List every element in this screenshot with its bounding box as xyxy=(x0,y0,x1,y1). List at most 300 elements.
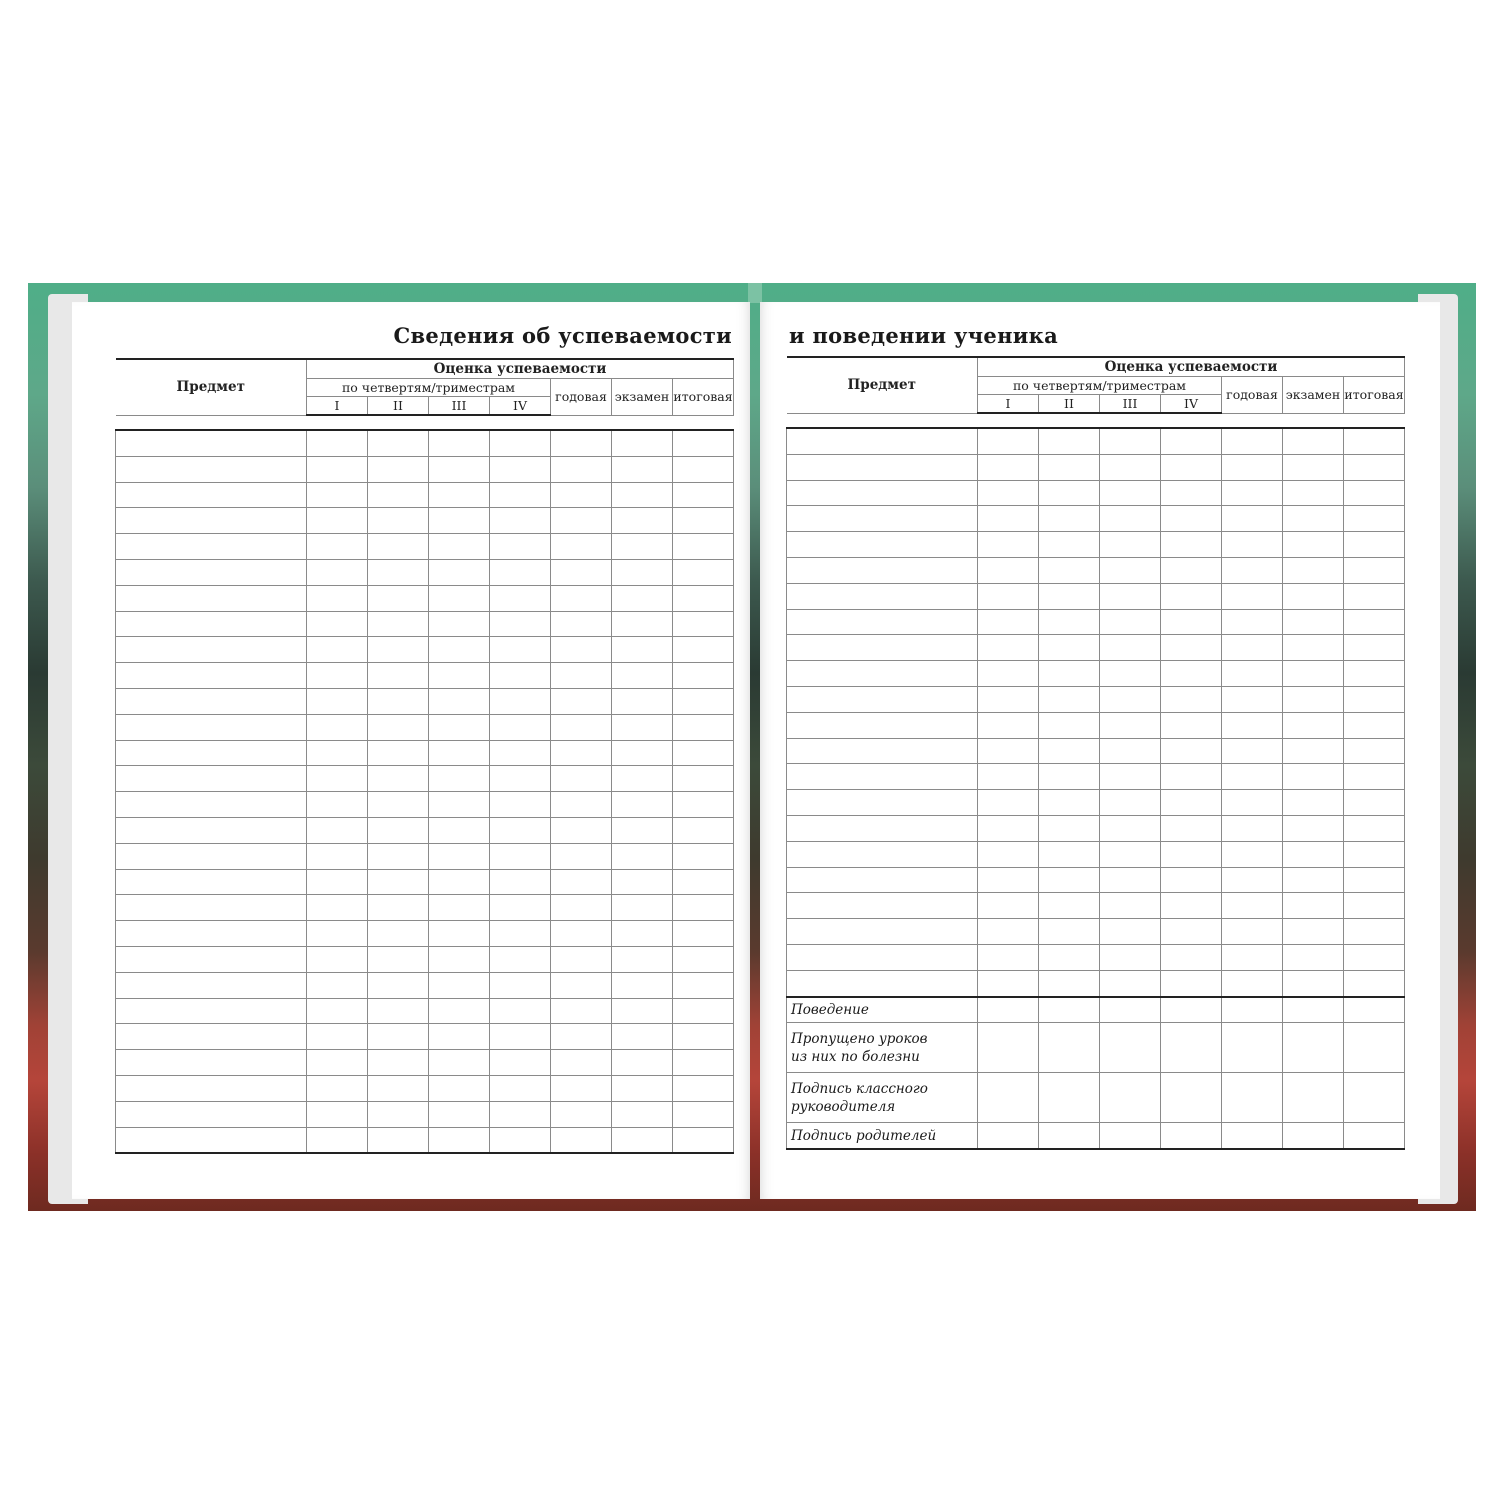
grade-cell[interactable] xyxy=(673,792,734,818)
grade-cell[interactable] xyxy=(978,944,1039,970)
grade-cell[interactable] xyxy=(978,454,1039,480)
subject-cell[interactable] xyxy=(116,792,307,818)
grade-cell[interactable] xyxy=(1283,557,1344,583)
grade-cell[interactable] xyxy=(1222,454,1283,480)
grade-cell[interactable] xyxy=(612,921,673,947)
grade-cell[interactable] xyxy=(307,921,368,947)
grade-cell[interactable] xyxy=(368,482,429,508)
grade-cell[interactable] xyxy=(612,534,673,560)
grade-cell[interactable] xyxy=(978,997,1039,1023)
grade-cell[interactable] xyxy=(978,661,1039,687)
grade-cell[interactable] xyxy=(368,1101,429,1127)
grade-cell[interactable] xyxy=(368,843,429,869)
grade-cell[interactable] xyxy=(1100,1023,1161,1073)
grade-cell[interactable] xyxy=(1039,506,1100,532)
grade-cell[interactable] xyxy=(490,1127,551,1153)
grade-cell[interactable] xyxy=(673,1127,734,1153)
grade-cell[interactable] xyxy=(1100,686,1161,712)
subject-cell[interactable] xyxy=(116,1050,307,1076)
grade-cell[interactable] xyxy=(1344,583,1405,609)
grade-cell[interactable] xyxy=(1222,583,1283,609)
grade-cell[interactable] xyxy=(612,714,673,740)
grade-cell[interactable] xyxy=(1283,764,1344,790)
subject-cell[interactable] xyxy=(116,843,307,869)
grade-cell[interactable] xyxy=(1344,841,1405,867)
grade-cell[interactable] xyxy=(1039,712,1100,738)
grade-cell[interactable] xyxy=(673,895,734,921)
grade-cell[interactable] xyxy=(978,686,1039,712)
grade-cell[interactable] xyxy=(612,611,673,637)
grade-cell[interactable] xyxy=(368,817,429,843)
subject-cell[interactable] xyxy=(116,817,307,843)
grade-cell[interactable] xyxy=(1039,893,1100,919)
grade-cell[interactable] xyxy=(551,534,612,560)
subject-cell[interactable] xyxy=(116,611,307,637)
grade-cell[interactable] xyxy=(978,583,1039,609)
grade-cell[interactable] xyxy=(1039,583,1100,609)
grade-cell[interactable] xyxy=(1100,609,1161,635)
grade-cell[interactable] xyxy=(1344,790,1405,816)
grade-cell[interactable] xyxy=(429,843,490,869)
grade-cell[interactable] xyxy=(1283,1023,1344,1073)
grade-cell[interactable] xyxy=(978,712,1039,738)
grade-cell[interactable] xyxy=(1039,944,1100,970)
grade-cell[interactable] xyxy=(673,1075,734,1101)
subject-cell[interactable] xyxy=(787,686,978,712)
grade-cell[interactable] xyxy=(1100,867,1161,893)
grade-cell[interactable] xyxy=(612,817,673,843)
grade-cell[interactable] xyxy=(490,869,551,895)
grade-cell[interactable] xyxy=(1344,635,1405,661)
grade-cell[interactable] xyxy=(1344,480,1405,506)
grade-cell[interactable] xyxy=(1161,635,1222,661)
grade-cell[interactable] xyxy=(429,895,490,921)
subject-cell[interactable] xyxy=(116,585,307,611)
grade-cell[interactable] xyxy=(673,714,734,740)
subject-cell[interactable] xyxy=(787,815,978,841)
grade-cell[interactable] xyxy=(673,843,734,869)
grade-cell[interactable] xyxy=(1100,919,1161,945)
grade-cell[interactable] xyxy=(612,869,673,895)
grade-cell[interactable] xyxy=(1161,506,1222,532)
grade-cell[interactable] xyxy=(1100,506,1161,532)
grade-cell[interactable] xyxy=(1283,944,1344,970)
grade-cell[interactable] xyxy=(429,766,490,792)
grade-cell[interactable] xyxy=(1039,790,1100,816)
grade-cell[interactable] xyxy=(612,998,673,1024)
grade-cell[interactable] xyxy=(368,998,429,1024)
grade-cell[interactable] xyxy=(368,869,429,895)
grade-cell[interactable] xyxy=(1039,661,1100,687)
grade-cell[interactable] xyxy=(1161,738,1222,764)
grade-cell[interactable] xyxy=(1161,583,1222,609)
grade-cell[interactable] xyxy=(1344,997,1405,1023)
grade-cell[interactable] xyxy=(1283,815,1344,841)
grade-cell[interactable] xyxy=(1039,738,1100,764)
grade-cell[interactable] xyxy=(429,482,490,508)
grade-cell[interactable] xyxy=(1344,1023,1405,1073)
grade-cell[interactable] xyxy=(1344,661,1405,687)
grade-cell[interactable] xyxy=(1161,841,1222,867)
grade-cell[interactable] xyxy=(978,790,1039,816)
grade-cell[interactable] xyxy=(978,764,1039,790)
grade-cell[interactable] xyxy=(551,1127,612,1153)
grade-cell[interactable] xyxy=(1100,1073,1161,1123)
grade-cell[interactable] xyxy=(1344,557,1405,583)
subject-cell[interactable] xyxy=(787,841,978,867)
grade-cell[interactable] xyxy=(1039,1073,1100,1123)
grade-cell[interactable] xyxy=(1222,867,1283,893)
grade-cell[interactable] xyxy=(1222,686,1283,712)
grade-cell[interactable] xyxy=(551,998,612,1024)
grade-cell[interactable] xyxy=(368,1050,429,1076)
grade-cell[interactable] xyxy=(1283,686,1344,712)
grade-cell[interactable] xyxy=(1222,506,1283,532)
grade-cell[interactable] xyxy=(551,456,612,482)
grade-cell[interactable] xyxy=(368,1024,429,1050)
grade-cell[interactable] xyxy=(368,430,429,456)
grade-cell[interactable] xyxy=(978,815,1039,841)
grade-cell[interactable] xyxy=(1161,1123,1222,1149)
grade-cell[interactable] xyxy=(1222,557,1283,583)
grade-cell[interactable] xyxy=(429,1075,490,1101)
grade-cell[interactable] xyxy=(490,611,551,637)
grade-cell[interactable] xyxy=(1161,557,1222,583)
grade-cell[interactable] xyxy=(612,1101,673,1127)
grade-cell[interactable] xyxy=(612,946,673,972)
subject-cell[interactable] xyxy=(787,428,978,454)
grade-cell[interactable] xyxy=(1161,997,1222,1023)
grade-cell[interactable] xyxy=(490,663,551,689)
grade-cell[interactable] xyxy=(1222,1023,1283,1073)
grade-cell[interactable] xyxy=(368,921,429,947)
grade-cell[interactable] xyxy=(1222,815,1283,841)
grade-cell[interactable] xyxy=(673,508,734,534)
grade-cell[interactable] xyxy=(673,663,734,689)
grade-cell[interactable] xyxy=(429,637,490,663)
grade-cell[interactable] xyxy=(1100,661,1161,687)
grade-cell[interactable] xyxy=(307,611,368,637)
grade-cell[interactable] xyxy=(1344,815,1405,841)
grade-cell[interactable] xyxy=(429,972,490,998)
grade-cell[interactable] xyxy=(551,559,612,585)
grade-cell[interactable] xyxy=(978,635,1039,661)
grade-cell[interactable] xyxy=(1283,480,1344,506)
grade-cell[interactable] xyxy=(1161,532,1222,558)
grade-cell[interactable] xyxy=(612,482,673,508)
grade-cell[interactable] xyxy=(1222,841,1283,867)
grade-cell[interactable] xyxy=(1161,609,1222,635)
grade-cell[interactable] xyxy=(551,637,612,663)
subject-cell[interactable] xyxy=(116,766,307,792)
grade-cell[interactable] xyxy=(1100,480,1161,506)
grade-cell[interactable] xyxy=(1161,970,1222,996)
grade-cell[interactable] xyxy=(978,480,1039,506)
grade-cell[interactable] xyxy=(307,688,368,714)
grade-cell[interactable] xyxy=(490,637,551,663)
grade-cell[interactable] xyxy=(368,585,429,611)
grade-cell[interactable] xyxy=(429,508,490,534)
grade-cell[interactable] xyxy=(1039,970,1100,996)
subject-cell[interactable] xyxy=(116,921,307,947)
grade-cell[interactable] xyxy=(1222,919,1283,945)
subject-cell[interactable] xyxy=(787,609,978,635)
grade-cell[interactable] xyxy=(1039,1023,1100,1073)
grade-cell[interactable] xyxy=(368,740,429,766)
grade-cell[interactable] xyxy=(490,585,551,611)
grade-cell[interactable] xyxy=(1161,919,1222,945)
grade-cell[interactable] xyxy=(307,456,368,482)
subject-cell[interactable] xyxy=(116,663,307,689)
grade-cell[interactable] xyxy=(978,557,1039,583)
grade-cell[interactable] xyxy=(551,430,612,456)
grade-cell[interactable] xyxy=(612,766,673,792)
grade-cell[interactable] xyxy=(1283,712,1344,738)
subject-cell[interactable] xyxy=(116,482,307,508)
grade-cell[interactable] xyxy=(612,895,673,921)
grade-cell[interactable] xyxy=(1039,428,1100,454)
grade-cell[interactable] xyxy=(307,534,368,560)
grade-cell[interactable] xyxy=(1039,841,1100,867)
grade-cell[interactable] xyxy=(1222,532,1283,558)
grade-cell[interactable] xyxy=(368,534,429,560)
grade-cell[interactable] xyxy=(551,792,612,818)
grade-cell[interactable] xyxy=(1161,815,1222,841)
grade-cell[interactable] xyxy=(551,946,612,972)
grade-cell[interactable] xyxy=(673,688,734,714)
grade-cell[interactable] xyxy=(1161,428,1222,454)
grade-cell[interactable] xyxy=(490,430,551,456)
grade-cell[interactable] xyxy=(1039,557,1100,583)
grade-cell[interactable] xyxy=(673,611,734,637)
grade-cell[interactable] xyxy=(1100,1123,1161,1149)
grade-cell[interactable] xyxy=(490,998,551,1024)
grade-cell[interactable] xyxy=(1161,712,1222,738)
grade-cell[interactable] xyxy=(307,895,368,921)
grade-cell[interactable] xyxy=(551,843,612,869)
grade-cell[interactable] xyxy=(1283,919,1344,945)
grade-cell[interactable] xyxy=(1283,970,1344,996)
grade-cell[interactable] xyxy=(673,1101,734,1127)
grade-cell[interactable] xyxy=(612,688,673,714)
grade-cell[interactable] xyxy=(307,869,368,895)
subject-cell[interactable] xyxy=(116,998,307,1024)
grade-cell[interactable] xyxy=(1100,583,1161,609)
grade-cell[interactable] xyxy=(429,817,490,843)
grade-cell[interactable] xyxy=(551,869,612,895)
grade-cell[interactable] xyxy=(307,637,368,663)
grade-cell[interactable] xyxy=(612,843,673,869)
grade-cell[interactable] xyxy=(368,663,429,689)
grade-cell[interactable] xyxy=(368,456,429,482)
subject-cell[interactable] xyxy=(787,919,978,945)
grade-cell[interactable] xyxy=(551,1101,612,1127)
grade-cell[interactable] xyxy=(673,456,734,482)
grade-cell[interactable] xyxy=(429,688,490,714)
grade-cell[interactable] xyxy=(1222,970,1283,996)
grade-cell[interactable] xyxy=(368,946,429,972)
grade-cell[interactable] xyxy=(1161,944,1222,970)
grade-cell[interactable] xyxy=(1100,841,1161,867)
grade-cell[interactable] xyxy=(551,482,612,508)
grade-cell[interactable] xyxy=(1283,893,1344,919)
grade-cell[interactable] xyxy=(307,1101,368,1127)
grade-cell[interactable] xyxy=(978,841,1039,867)
grade-cell[interactable] xyxy=(429,1024,490,1050)
grade-cell[interactable] xyxy=(1161,893,1222,919)
subject-cell[interactable] xyxy=(116,895,307,921)
grade-cell[interactable] xyxy=(1344,764,1405,790)
grade-cell[interactable] xyxy=(1222,428,1283,454)
subject-cell[interactable] xyxy=(787,738,978,764)
subject-cell[interactable] xyxy=(787,635,978,661)
grade-cell[interactable] xyxy=(673,817,734,843)
grade-cell[interactable] xyxy=(551,688,612,714)
grade-cell[interactable] xyxy=(978,738,1039,764)
subject-cell[interactable] xyxy=(787,506,978,532)
grade-cell[interactable] xyxy=(551,921,612,947)
grade-cell[interactable] xyxy=(978,609,1039,635)
grade-cell[interactable] xyxy=(490,972,551,998)
grade-cell[interactable] xyxy=(429,430,490,456)
grade-cell[interactable] xyxy=(612,585,673,611)
grade-cell[interactable] xyxy=(612,1127,673,1153)
subject-cell[interactable] xyxy=(116,1024,307,1050)
grade-cell[interactable] xyxy=(307,663,368,689)
grade-cell[interactable] xyxy=(1161,1023,1222,1073)
grade-cell[interactable] xyxy=(978,506,1039,532)
grade-cell[interactable] xyxy=(368,637,429,663)
grade-cell[interactable] xyxy=(1222,997,1283,1023)
grade-cell[interactable] xyxy=(1222,712,1283,738)
subject-cell[interactable] xyxy=(116,430,307,456)
grade-cell[interactable] xyxy=(307,1127,368,1153)
grade-cell[interactable] xyxy=(429,456,490,482)
grade-cell[interactable] xyxy=(490,534,551,560)
grade-cell[interactable] xyxy=(1039,815,1100,841)
grade-cell[interactable] xyxy=(612,508,673,534)
grade-cell[interactable] xyxy=(978,1123,1039,1149)
grade-cell[interactable] xyxy=(1344,1123,1405,1149)
grade-cell[interactable] xyxy=(551,1075,612,1101)
grade-cell[interactable] xyxy=(978,1073,1039,1123)
grade-cell[interactable] xyxy=(307,946,368,972)
grade-cell[interactable] xyxy=(551,714,612,740)
grade-cell[interactable] xyxy=(368,688,429,714)
grade-cell[interactable] xyxy=(612,792,673,818)
grade-cell[interactable] xyxy=(612,430,673,456)
grade-cell[interactable] xyxy=(429,740,490,766)
grade-cell[interactable] xyxy=(1039,635,1100,661)
grade-cell[interactable] xyxy=(1344,532,1405,558)
grade-cell[interactable] xyxy=(1344,970,1405,996)
grade-cell[interactable] xyxy=(1344,506,1405,532)
grade-cell[interactable] xyxy=(490,921,551,947)
grade-cell[interactable] xyxy=(490,688,551,714)
grade-cell[interactable] xyxy=(368,508,429,534)
grade-cell[interactable] xyxy=(368,895,429,921)
grade-cell[interactable] xyxy=(1100,428,1161,454)
grade-cell[interactable] xyxy=(307,430,368,456)
grade-cell[interactable] xyxy=(978,532,1039,558)
grade-cell[interactable] xyxy=(673,1050,734,1076)
grade-cell[interactable] xyxy=(1039,764,1100,790)
grade-cell[interactable] xyxy=(368,714,429,740)
subject-cell[interactable] xyxy=(787,790,978,816)
grade-cell[interactable] xyxy=(612,1024,673,1050)
grade-cell[interactable] xyxy=(1222,480,1283,506)
grade-cell[interactable] xyxy=(612,663,673,689)
grade-cell[interactable] xyxy=(673,430,734,456)
grade-cell[interactable] xyxy=(673,534,734,560)
grade-cell[interactable] xyxy=(1222,609,1283,635)
grade-cell[interactable] xyxy=(1161,1073,1222,1123)
grade-cell[interactable] xyxy=(1039,454,1100,480)
grade-cell[interactable] xyxy=(673,740,734,766)
grade-cell[interactable] xyxy=(429,946,490,972)
grade-cell[interactable] xyxy=(978,1023,1039,1073)
grade-cell[interactable] xyxy=(307,843,368,869)
grade-cell[interactable] xyxy=(307,817,368,843)
grade-cell[interactable] xyxy=(673,869,734,895)
grade-cell[interactable] xyxy=(490,740,551,766)
subject-cell[interactable] xyxy=(116,559,307,585)
grade-cell[interactable] xyxy=(1161,686,1222,712)
grade-cell[interactable] xyxy=(368,611,429,637)
grade-cell[interactable] xyxy=(612,740,673,766)
grade-cell[interactable] xyxy=(551,508,612,534)
grade-cell[interactable] xyxy=(1039,686,1100,712)
grade-cell[interactable] xyxy=(1344,712,1405,738)
grade-cell[interactable] xyxy=(490,843,551,869)
grade-cell[interactable] xyxy=(307,998,368,1024)
grade-cell[interactable] xyxy=(1161,480,1222,506)
grade-cell[interactable] xyxy=(1344,428,1405,454)
grade-cell[interactable] xyxy=(429,869,490,895)
subject-cell[interactable] xyxy=(787,712,978,738)
grade-cell[interactable] xyxy=(978,893,1039,919)
grade-cell[interactable] xyxy=(1100,790,1161,816)
grade-cell[interactable] xyxy=(1283,506,1344,532)
grade-cell[interactable] xyxy=(978,867,1039,893)
grade-cell[interactable] xyxy=(429,1101,490,1127)
grade-cell[interactable] xyxy=(490,895,551,921)
grade-cell[interactable] xyxy=(490,1101,551,1127)
grade-cell[interactable] xyxy=(307,792,368,818)
grade-cell[interactable] xyxy=(1344,454,1405,480)
grade-cell[interactable] xyxy=(1039,867,1100,893)
subject-cell[interactable] xyxy=(116,740,307,766)
grade-cell[interactable] xyxy=(1161,867,1222,893)
subject-cell[interactable] xyxy=(116,1075,307,1101)
grade-cell[interactable] xyxy=(673,766,734,792)
grade-cell[interactable] xyxy=(978,428,1039,454)
subject-cell[interactable] xyxy=(787,532,978,558)
grade-cell[interactable] xyxy=(307,508,368,534)
grade-cell[interactable] xyxy=(551,611,612,637)
grade-cell[interactable] xyxy=(1222,893,1283,919)
grade-cell[interactable] xyxy=(1283,454,1344,480)
grade-cell[interactable] xyxy=(1039,997,1100,1023)
subject-cell[interactable] xyxy=(116,534,307,560)
grade-cell[interactable] xyxy=(1222,944,1283,970)
grade-cell[interactable] xyxy=(1283,867,1344,893)
grade-cell[interactable] xyxy=(490,766,551,792)
grade-cell[interactable] xyxy=(612,972,673,998)
grade-cell[interactable] xyxy=(673,921,734,947)
subject-cell[interactable] xyxy=(787,454,978,480)
subject-cell[interactable] xyxy=(116,1101,307,1127)
